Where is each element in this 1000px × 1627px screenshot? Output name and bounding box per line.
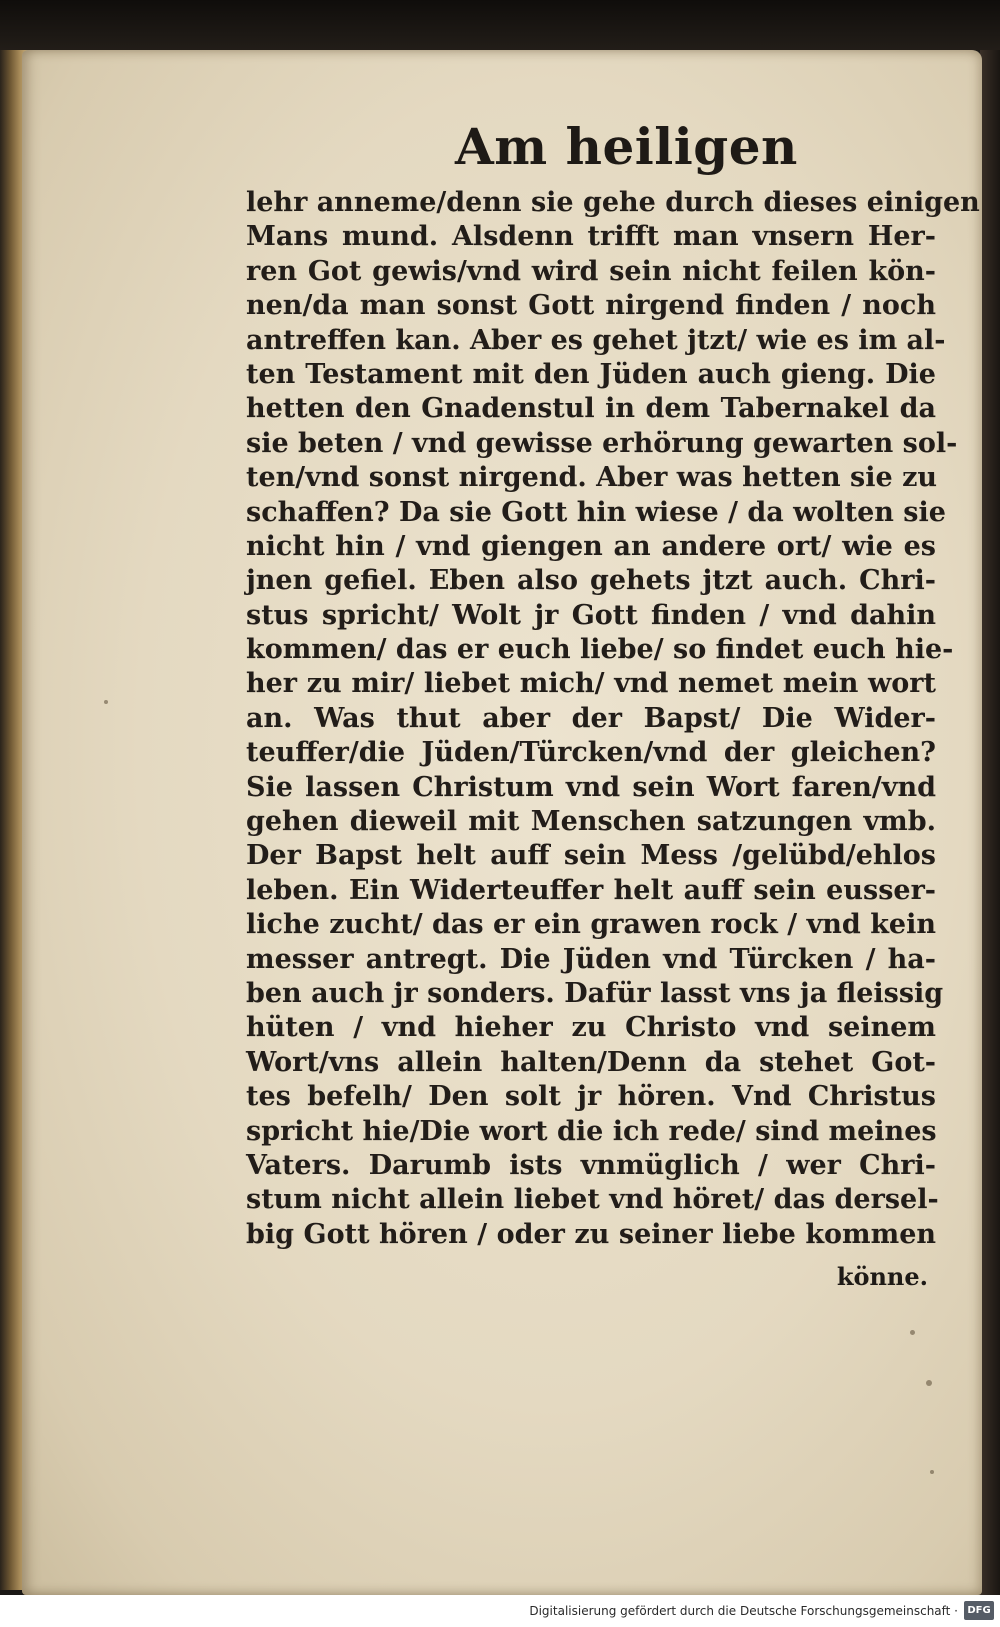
text-line: Mans mund. Alsdenn trifft man vnsern Her-	[246, 221, 936, 253]
text-line: nen/da man sonst Gott nirgend finden / noch	[246, 290, 936, 322]
text-line: Vaters. Darumb ists vnmüglich / wer Chri-	[246, 1149, 936, 1181]
text-line: stus spricht/ Wolt jr Gott finden / vnd dahin	[246, 599, 936, 631]
paper-speck	[926, 1380, 932, 1386]
text-line: big Gott hören / oder zu seiner liebe kommen	[246, 1218, 936, 1250]
text-line: sie beten / vnd gewisse erhörung gewarten sol-	[246, 427, 958, 459]
text-line: Der Bapst helt auff sein Mess /gelübd/ehlos	[246, 840, 936, 872]
text-line: messer antregt. Die Jüden vnd Türcken / ha-	[246, 943, 936, 975]
text-line: lehr anneme/denn sie gehe durch dieses einigen	[246, 187, 980, 218]
text-line: teuffer/die Jüden/Türcken/vnd der gleichen?	[246, 737, 936, 769]
dfg-logo: DFG	[964, 1601, 994, 1620]
text-line: gehen dieweil mit Menschen satzungen vmb.	[246, 806, 936, 838]
paper-speck	[930, 1470, 934, 1474]
text-line: ten/vnd sonst nirgend. Aber was hetten sie zu	[246, 462, 938, 494]
text-line: Wort/vns allein halten/Denn da stehet Got-	[246, 1046, 936, 1078]
text-line: antreffen kan. Aber es gehet jtzt/ wie es im al-	[246, 324, 946, 356]
text-line: stum nicht allein liebet vnd höret/ das dersel-	[246, 1184, 939, 1216]
catchword: könne.	[836, 1262, 928, 1291]
text-line: an. Was thut aber der Bapst/ Die Wider-	[246, 702, 936, 734]
text-line: hüten / vnd hieher zu Christo vnd seinem	[246, 1012, 936, 1044]
text-line: nicht hin / vnd giengen an andere ort/ wie es	[246, 530, 936, 562]
text-line: schaffen? Da sie Gott hin wiese / da wolten sie	[246, 496, 946, 528]
text-line: jnen gefiel. Eben also gehets jtzt auch. Chri-	[246, 565, 936, 597]
text-line: liche zucht/ das er ein grawen rock / vnd kein	[246, 909, 936, 941]
paper-speck	[104, 700, 108, 704]
scan-right-border	[980, 50, 1000, 1595]
text-line: spricht hie/Die wort die ich rede/ sind meines	[246, 1115, 937, 1147]
running-head: Am heiligen	[455, 117, 798, 176]
text-line: tes befelh/ Den solt jr hören. Vnd Christus	[246, 1081, 936, 1113]
text-line: Sie lassen Christum vnd sein Wort faren/vnd	[246, 771, 936, 803]
paper-speck	[910, 1330, 915, 1335]
digitization-footer	[0, 1595, 1000, 1627]
text-line: ren Got gewis/vnd wird sein nicht feilen kön-	[246, 255, 936, 287]
scan-top-border	[0, 0, 1000, 50]
text-line: hetten den Gnadenstul in dem Tabernakel da	[246, 393, 936, 425]
text-line: her zu mir/ liebet mich/ vnd nemet mein wort	[246, 668, 936, 700]
text-line: leben. Ein Widerteuffer helt auff sein eusser-	[246, 874, 936, 906]
text-line: ben auch jr sonders. Dafür lasst vns ja fleissig	[246, 977, 944, 1009]
page-body	[246, 186, 980, 1252]
text-line: kommen/ das er euch liebe/ so findet euch hie-	[246, 634, 954, 666]
funding-credit: Digitalisierung gefördert durch die Deutsche Forschungsgemeinschaft ·	[529, 1604, 958, 1618]
text-line: ten Testament mit den Jüden auch gieng. Die	[246, 358, 936, 390]
